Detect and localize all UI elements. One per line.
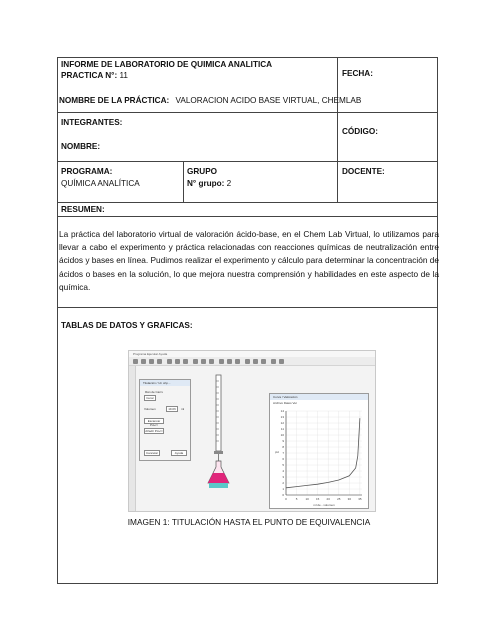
toolbar-icon bbox=[261, 359, 266, 364]
resumen-line: ácidos o bases en la solución, lo que mejora nuestra comprensión y habilidades en este aspecto de la bbox=[59, 268, 439, 279]
y-tick-label: 3 bbox=[282, 475, 284, 479]
table-border-top bbox=[57, 57, 438, 58]
resumen-label: RESUMEN: bbox=[61, 205, 105, 214]
grupo-number-label: N° grupo: bbox=[187, 179, 225, 188]
chemlab-screenshot bbox=[128, 350, 376, 512]
x-tick-label: 20 bbox=[326, 497, 330, 501]
table-border-right bbox=[437, 57, 438, 584]
flask-stand bbox=[209, 483, 228, 488]
integrantes-label: INTEGRANTES: bbox=[61, 118, 123, 127]
codigo-label: CÓDIGO: bbox=[342, 127, 378, 136]
dialog-select-1: Escancar Pd+/= bbox=[144, 418, 164, 424]
toolbar-icon bbox=[245, 359, 250, 364]
programa-label: PROGRAMA: bbox=[61, 167, 113, 176]
grupo-number-value: 2 bbox=[226, 179, 232, 188]
toolbar-icon bbox=[157, 359, 162, 364]
toolbar-icon bbox=[271, 359, 276, 364]
practica-value: 11 bbox=[119, 71, 128, 80]
resumen-line: ácidos y bases en línea. Pudimos realizar el experimento y cálculo para determinar la concentración de bbox=[59, 255, 439, 266]
toolbar-icon bbox=[133, 359, 138, 364]
titration-curve-chart bbox=[270, 407, 368, 509]
y-tick-label: 10 bbox=[280, 433, 284, 437]
nombre-label: NOMBRE: bbox=[61, 142, 101, 151]
dialog-help-button: Ayuda bbox=[171, 450, 187, 456]
toolbar-icon bbox=[227, 359, 232, 364]
x-tick-label: 30 bbox=[347, 497, 352, 501]
nombre-practica-value: VALORACION ACIDO BASE VIRTUAL, CHEMLAB bbox=[175, 96, 362, 105]
table-border-left bbox=[57, 57, 58, 584]
y-tick-label: 7 bbox=[282, 451, 284, 455]
row-divider bbox=[57, 161, 438, 162]
nombre-practica-label: NOMBRE DE LA PRÁCTICA: bbox=[59, 96, 170, 105]
volume-field: 19.06 bbox=[166, 406, 178, 412]
docente-label: DOCENTE: bbox=[342, 167, 385, 176]
row-divider bbox=[57, 202, 438, 203]
nombre-practica-line bbox=[59, 96, 361, 106]
y-tick-label: 2 bbox=[282, 481, 284, 485]
table-border-bottom bbox=[57, 583, 438, 584]
toolbar-icon bbox=[175, 359, 180, 364]
col-divider bbox=[337, 57, 338, 202]
toolbar-icon bbox=[201, 359, 206, 364]
resumen-line: llevar a cabo el experimento y práctica relacionadas con reacciones químicas de neutralización entre bbox=[59, 242, 439, 253]
y-tick-label: 8 bbox=[282, 445, 284, 449]
burette bbox=[216, 375, 221, 451]
y-tick-label: 14 bbox=[280, 409, 284, 413]
toolbar-icon bbox=[149, 359, 154, 364]
programa-value: QUÍMICA ANALÍTICA bbox=[61, 179, 140, 188]
toolbar-icon bbox=[279, 359, 284, 364]
y-axis-label: pH bbox=[275, 450, 279, 454]
tablas-label: TABLAS DE DATOS Y GRAFICAS: bbox=[61, 321, 193, 330]
practica-label: PRACTICA N°: bbox=[61, 71, 118, 80]
dialog-tab: Rán de Carrs bbox=[145, 390, 163, 394]
y-tick-label: 4 bbox=[282, 469, 284, 473]
volume-label: Volumen bbox=[144, 407, 156, 411]
grupo-label: GRUPO bbox=[187, 167, 218, 176]
grupo-number-line bbox=[187, 179, 231, 189]
practica-line bbox=[61, 71, 128, 81]
row-divider bbox=[57, 216, 438, 217]
report-title: INFORME DE LABORATORIO DE QUIMICA ANALITICA bbox=[61, 60, 273, 69]
screenshot-toolbar bbox=[129, 357, 375, 366]
toolbar-icon bbox=[167, 359, 172, 364]
resumen-line: química. bbox=[59, 281, 91, 292]
y-tick-label: 13 bbox=[280, 415, 284, 419]
x-tick-label: 0 bbox=[285, 497, 287, 501]
titration-dialog bbox=[139, 379, 191, 461]
row-divider bbox=[57, 307, 438, 308]
y-tick-label: 1 bbox=[282, 487, 284, 491]
dialog-cancel-button: Cancelar bbox=[145, 451, 158, 455]
toolbar-icon bbox=[141, 359, 146, 364]
toolbar-icon bbox=[209, 359, 214, 364]
y-tick-label: 12 bbox=[280, 421, 284, 425]
volume-unit: ml bbox=[181, 407, 185, 411]
x-tick-label: 5 bbox=[295, 497, 298, 501]
figure-caption: IMAGEN 1: TITULACIÓN HASTA EL PUNTO DE EQUIVALENCIA bbox=[127, 517, 371, 527]
x-tick-label: 35 bbox=[358, 497, 362, 501]
curve-window-menu: Archivo Datos Ver bbox=[273, 401, 298, 405]
toolbar-icon bbox=[253, 359, 258, 364]
flask-liquid bbox=[208, 473, 229, 483]
curve-window-title: Curva / Valoración bbox=[270, 394, 368, 400]
y-tick-label: 0 bbox=[282, 493, 284, 497]
burette-stopcock bbox=[214, 451, 223, 454]
toolbar-icon bbox=[235, 359, 240, 364]
fecha-label: FECHA: bbox=[342, 69, 373, 78]
toolbar-icon bbox=[193, 359, 198, 364]
dialog-select-2: Añadir Pd+/= bbox=[145, 429, 163, 433]
x-tick-label: 10 bbox=[305, 497, 309, 501]
titration-dialog-title: Titulación / Un ohp... bbox=[140, 380, 190, 386]
y-tick-label: 11 bbox=[280, 427, 284, 431]
toolbar-icon bbox=[183, 359, 188, 364]
resumen-paragraph bbox=[59, 228, 439, 294]
y-tick-label: 6 bbox=[282, 457, 284, 461]
row-divider bbox=[57, 112, 438, 113]
x-axis-label: ml de - volumen bbox=[313, 503, 335, 507]
x-tick-label: 15 bbox=[315, 497, 320, 501]
x-tick-label: 25 bbox=[337, 497, 341, 501]
resumen-line: La práctica del laboratorio virtual de valoración ácido-base, en el Chem Lab Virtual, lo utilizamos para bbox=[59, 229, 439, 239]
screenshot-menubar: Programa Ejecutar Ayuda bbox=[129, 351, 375, 357]
toolbar-icon bbox=[219, 359, 224, 364]
y-tick-label: 5 bbox=[282, 463, 284, 467]
screenshot-sidebar bbox=[129, 366, 136, 512]
dialog-close-button: Cerar bbox=[144, 395, 156, 401]
titration-apparatus bbox=[204, 373, 234, 493]
col-divider bbox=[183, 161, 184, 202]
curve-window bbox=[269, 393, 369, 509]
y-tick-label: 9 bbox=[282, 439, 284, 443]
